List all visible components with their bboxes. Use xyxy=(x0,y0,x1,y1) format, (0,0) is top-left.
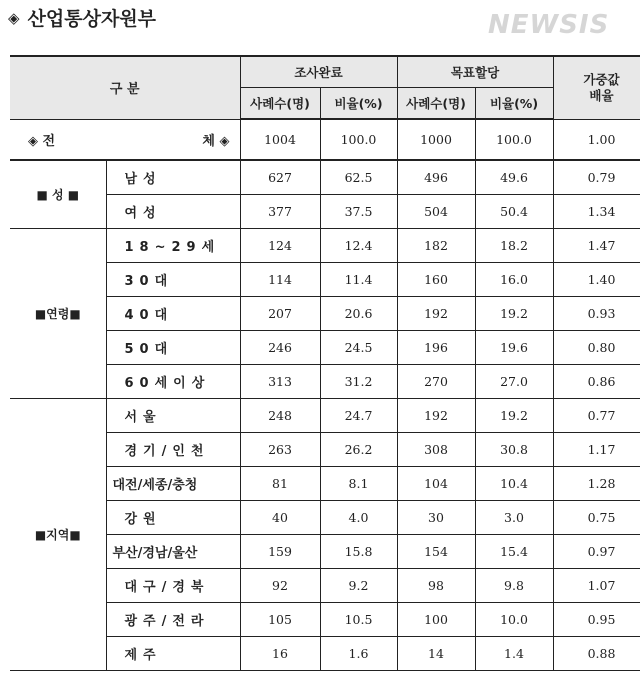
total-label-left: ◈ 전 xyxy=(28,133,56,149)
value-cell: 50.4 xyxy=(475,195,553,229)
row-label: 광주/전라 xyxy=(106,603,240,637)
value-cell: 10.0 xyxy=(475,603,553,637)
value-cell: 0.77 xyxy=(553,399,640,433)
total-label-right: 체 ◈ xyxy=(202,133,230,149)
value-cell: 12.4 xyxy=(320,229,397,263)
value-cell: 24.5 xyxy=(320,331,397,365)
row-label: 제주 xyxy=(106,637,240,671)
row-label: 60세이상 xyxy=(106,365,240,399)
value-cell: 0.79 xyxy=(553,160,640,195)
value-cell: 124 xyxy=(240,229,320,263)
header-count: 사례수(명) xyxy=(397,88,475,120)
value-cell: 627 xyxy=(240,160,320,195)
value-cell: 31.2 xyxy=(320,365,397,399)
value-cell: 24.7 xyxy=(320,399,397,433)
row-label: 여성 xyxy=(106,195,240,229)
value-cell: 308 xyxy=(397,433,475,467)
header-ratio: 비율(%) xyxy=(320,88,397,120)
total-cell: 100.0 xyxy=(475,119,553,160)
value-cell: 11.4 xyxy=(320,263,397,297)
value-cell: 98 xyxy=(397,569,475,603)
value-cell: 40 xyxy=(240,501,320,535)
row-label: 50대 xyxy=(106,331,240,365)
value-cell: 16.0 xyxy=(475,263,553,297)
value-cell: 154 xyxy=(397,535,475,569)
value-cell: 49.6 xyxy=(475,160,553,195)
value-cell: 18.2 xyxy=(475,229,553,263)
value-cell: 62.5 xyxy=(320,160,397,195)
value-cell: 0.86 xyxy=(553,365,640,399)
value-cell: 1.47 xyxy=(553,229,640,263)
header-survey-done: 조사완료 xyxy=(240,56,397,88)
value-cell: 27.0 xyxy=(475,365,553,399)
row-label: 경기/인천 xyxy=(106,433,240,467)
row-label: 대구/경북 xyxy=(106,569,240,603)
total-cell: 100.0 xyxy=(320,119,397,160)
group-label: ■ 성 ■ xyxy=(10,160,106,229)
row-label: 서울 xyxy=(106,399,240,433)
value-cell: 207 xyxy=(240,297,320,331)
value-cell: 160 xyxy=(397,263,475,297)
row-label: 40대 xyxy=(106,297,240,331)
value-cell: 105 xyxy=(240,603,320,637)
value-cell: 0.93 xyxy=(553,297,640,331)
total-label xyxy=(10,119,240,160)
row-label: 30대 xyxy=(106,263,240,297)
value-cell: 26.2 xyxy=(320,433,397,467)
value-cell: 159 xyxy=(240,535,320,569)
value-cell: 496 xyxy=(397,160,475,195)
value-cell: 377 xyxy=(240,195,320,229)
value-cell: 1.4 xyxy=(475,637,553,671)
value-cell: 100 xyxy=(397,603,475,637)
page-title xyxy=(8,4,156,31)
value-cell: 1.34 xyxy=(553,195,640,229)
group-label: ■연령■ xyxy=(10,229,106,399)
value-cell: 9.2 xyxy=(320,569,397,603)
value-cell: 19.6 xyxy=(475,331,553,365)
total-cell: 1.00 xyxy=(553,119,640,160)
total-cell: 1000 xyxy=(397,119,475,160)
value-cell: 37.5 xyxy=(320,195,397,229)
value-cell: 1.40 xyxy=(553,263,640,297)
row-label: 남성 xyxy=(106,160,240,195)
value-cell: 0.80 xyxy=(553,331,640,365)
header-category: 구 분 xyxy=(10,56,240,119)
value-cell: 1.07 xyxy=(553,569,640,603)
header-ratio: 비율(%) xyxy=(475,88,553,120)
row-label: 18~29세 xyxy=(106,229,240,263)
value-cell: 192 xyxy=(397,297,475,331)
value-cell: 15.8 xyxy=(320,535,397,569)
value-cell: 182 xyxy=(397,229,475,263)
value-cell: 0.88 xyxy=(553,637,640,671)
value-cell: 1.17 xyxy=(553,433,640,467)
value-cell: 19.2 xyxy=(475,297,553,331)
value-cell: 1.6 xyxy=(320,637,397,671)
value-cell: 104 xyxy=(397,467,475,501)
value-cell: 8.1 xyxy=(320,467,397,501)
value-cell: 81 xyxy=(240,467,320,501)
value-cell: 4.0 xyxy=(320,501,397,535)
row-label: 부산/경남/울산 xyxy=(106,535,240,569)
value-cell: 0.95 xyxy=(553,603,640,637)
value-cell: 15.4 xyxy=(475,535,553,569)
group-label: ■지역■ xyxy=(10,399,106,671)
table-row xyxy=(10,229,640,263)
value-cell: 30 xyxy=(397,501,475,535)
survey-table xyxy=(10,55,640,671)
value-cell: 504 xyxy=(397,195,475,229)
row-label: 강원 xyxy=(106,501,240,535)
diamond-icon: ◈ xyxy=(8,8,20,27)
value-cell: 246 xyxy=(240,331,320,365)
row-label: 대전/세종/충청 xyxy=(106,467,240,501)
table-row xyxy=(10,399,640,433)
header-weight: 가중값 배율 xyxy=(553,56,640,119)
value-cell: 20.6 xyxy=(320,297,397,331)
value-cell: 270 xyxy=(397,365,475,399)
total-cell: 1004 xyxy=(240,119,320,160)
newsis-watermark: NEWSIS xyxy=(488,10,610,40)
value-cell: 0.75 xyxy=(553,501,640,535)
value-cell: 114 xyxy=(240,263,320,297)
value-cell: 3.0 xyxy=(475,501,553,535)
value-cell: 19.2 xyxy=(475,399,553,433)
value-cell: 9.8 xyxy=(475,569,553,603)
value-cell: 1.28 xyxy=(553,467,640,501)
value-cell: 248 xyxy=(240,399,320,433)
header-target: 목표할당 xyxy=(397,56,553,88)
value-cell: 10.4 xyxy=(475,467,553,501)
value-cell: 16 xyxy=(240,637,320,671)
header-count: 사례수(명) xyxy=(240,88,320,120)
value-cell: 0.97 xyxy=(553,535,640,569)
value-cell: 92 xyxy=(240,569,320,603)
value-cell: 192 xyxy=(397,399,475,433)
value-cell: 263 xyxy=(240,433,320,467)
value-cell: 14 xyxy=(397,637,475,671)
value-cell: 196 xyxy=(397,331,475,365)
table-row xyxy=(10,160,640,195)
title-text: 산업통상자원부 xyxy=(27,8,157,30)
value-cell: 30.8 xyxy=(475,433,553,467)
value-cell: 10.5 xyxy=(320,603,397,637)
value-cell: 313 xyxy=(240,365,320,399)
